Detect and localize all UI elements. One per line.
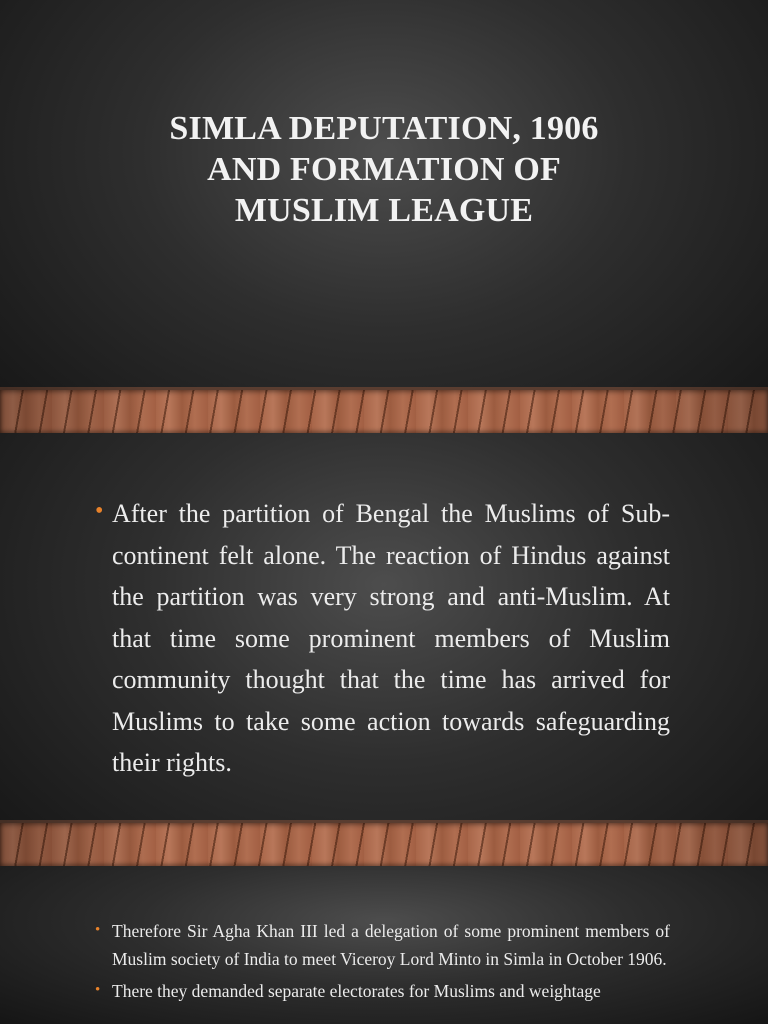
bullet-list — [95, 493, 670, 784]
bullet-item — [95, 493, 670, 784]
slide-1 — [0, 0, 768, 433]
bullet-text: After the partition of Bengal the Muslims of Sub-continent felt alone. The reaction of Hindus against the partition was very strong and anti-Muslim. At that time some prominent members of Muslim community thought that the time has arrived for Muslims to take some action towards safeguarding their rights. — [112, 499, 670, 777]
slide-2 — [0, 433, 768, 866]
title-line-2: AND FORMATION OF — [207, 151, 561, 188]
bullet-text: There they demanded separate electorates for Muslims and weightage — [112, 981, 601, 1001]
bullet-list — [95, 917, 670, 1009]
title-line-3: MUSLIM LEAGUE — [234, 192, 534, 229]
slide-3 — [0, 866, 768, 1024]
bullet-item — [95, 977, 670, 1005]
wood-floor-decoration — [0, 820, 768, 866]
bullet-item — [95, 917, 670, 973]
bullet-dot-icon: • — [95, 982, 101, 998]
slide-title — [90, 108, 678, 231]
bullet-dot-icon: • — [95, 498, 104, 524]
wood-floor-decoration — [0, 387, 768, 433]
title-line-1: SIMLA DEPUTATION, 1906 — [169, 110, 599, 147]
bullet-dot-icon: • — [95, 922, 101, 938]
bullet-text: Therefore Sir Agha Khan III led a delegation of some prominent members of Muslim society of India to meet Viceroy Lord Minto in Simla in October 1906. — [112, 921, 670, 969]
